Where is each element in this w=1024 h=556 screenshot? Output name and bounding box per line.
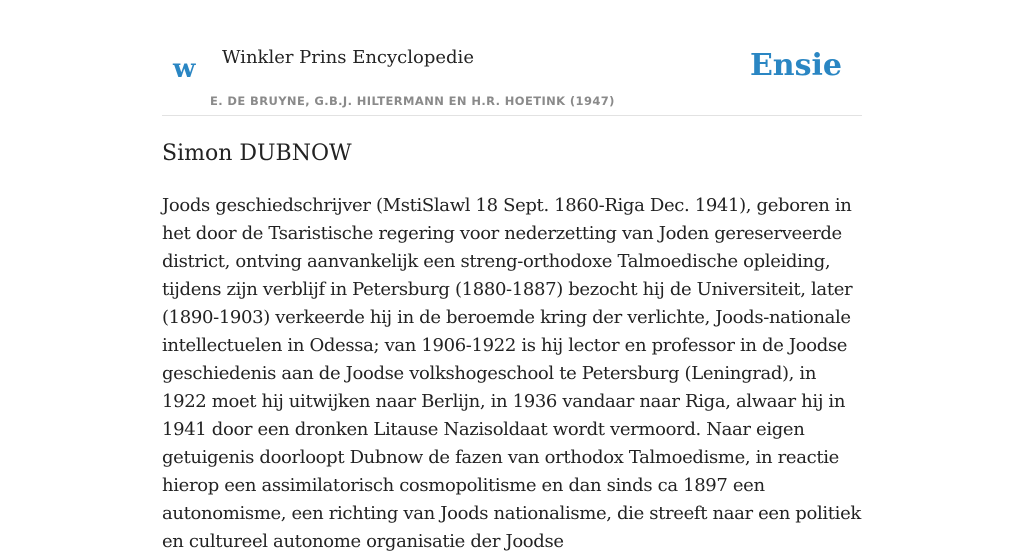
article-body: Joods geschiedschrijver (MstiSlawl 18 Sept. 1860-Riga Dec. 1941), geboren in het door de Tsaristische regering voor nederzetting van Joden gereserveerde district, ontving aanvankelijk een streng-orthodoxe Talmoedische opleiding, tijdens zijn verblijf in Petersburg (1880-1887) bezocht hij de Universiteit, later (1890-1903) verkeerde hij in de beroemde kring der verlichte, Joods-nationale intellectuelen in Odessa; van 1906-1922 is hij lector en professor in de Joodse geschiedenis aan de Joodse volkshogeschool te Petersburg (Leningrad), in 1922 moet hij uitwijken naar Berlijn, in 1936 vandaar naar Riga, alwaar hij in 1941 door een dronken Litause Nazisoldaat wordt vermoord. Naar eigen getuigenis doorloopt Dubnow de fazen van orthodox Talmoedisme, in reactie hierop een assimilatorisch cosmopolitisme en dan sinds ca 1897 een autonomisme, een richting van Joods nationalisme, die streeft naar een politiek en cultureel autonome organisatie der Joodse [162, 195, 861, 552]
article-title: Simon DUBNOW [162, 141, 352, 166]
brand-logo[interactable]: Ensie [749, 48, 842, 83]
source-header [162, 40, 862, 116]
source-authors: E. DE BRUYNE, G.B.J. HILTERMANN EN H.R. HOETINK (1947) [210, 94, 615, 108]
source-logo[interactable]: w [173, 54, 196, 84]
source-title-link[interactable]: Winkler Prins Encyclopedie [222, 47, 474, 68]
